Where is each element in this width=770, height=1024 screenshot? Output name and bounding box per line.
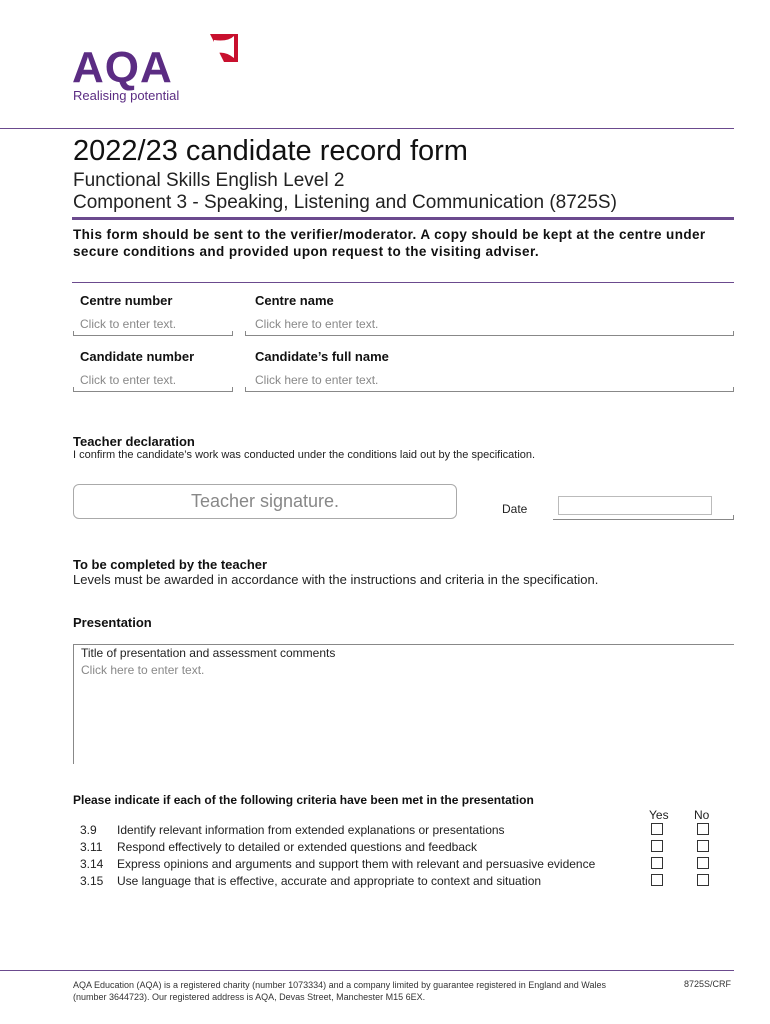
presentation-comment-box[interactable] xyxy=(73,644,734,764)
criteria-row xyxy=(80,874,541,888)
footer-divider xyxy=(0,970,734,971)
declaration-text: I confirm the candidate’s work was conducted under the conditions laid out by the specification. xyxy=(73,449,536,461)
criteria-heading: Please indicate if each of the following criteria have been met in the presentation xyxy=(73,793,534,807)
date-field[interactable] xyxy=(558,496,712,515)
teacher-signature-field[interactable]: Teacher signature. xyxy=(73,484,457,519)
centre-number-underline xyxy=(73,335,233,336)
criteria-row xyxy=(80,823,505,837)
criteria-text: Identify relevant information from extended explanations or presentations xyxy=(117,823,505,837)
field-tick xyxy=(733,515,734,520)
centre-number-field[interactable]: Click to enter text. xyxy=(80,317,177,331)
criteria-row xyxy=(80,857,595,871)
criteria-text: Use language that is effective, accurate and appropriate to context and situation xyxy=(117,874,542,888)
footer-form-code: 8725S/CRF xyxy=(684,979,732,989)
criteria-number: 3.11 xyxy=(80,840,103,854)
notice-divider xyxy=(72,282,734,283)
presentation-comment-field[interactable]: Click here to enter text. xyxy=(81,663,205,677)
field-tick xyxy=(245,387,246,392)
criteria-3-14-yes-checkbox[interactable] xyxy=(651,857,663,869)
field-tick xyxy=(245,331,246,336)
date-label: Date xyxy=(502,502,528,516)
aqa-logo-mark-icon xyxy=(198,32,242,74)
candidate-name-field[interactable]: Click here to enter text. xyxy=(255,373,379,387)
criteria-3-11-yes-checkbox[interactable] xyxy=(651,840,663,852)
field-tick xyxy=(232,387,233,392)
title-divider xyxy=(72,217,734,220)
declaration-heading: Teacher declaration xyxy=(73,434,195,449)
submission-notice: This form should be sent to the verifier/moderator. A copy should be kept at the centre under secure conditions and provided upon request to the visiting adviser. xyxy=(73,227,706,259)
candidate-number-label: Candidate number xyxy=(80,349,195,364)
teacher-section-text: Levels must be awarded in accordance with the instructions and criteria in the specification. xyxy=(73,572,599,587)
criteria-number: 3.14 xyxy=(80,857,104,871)
criteria-3-9-no-checkbox[interactable] xyxy=(697,823,709,835)
aqa-logo: AQA xyxy=(72,43,173,92)
criteria-3-14-no-checkbox[interactable] xyxy=(697,857,709,869)
candidate-number-field[interactable]: Click to enter text. xyxy=(80,373,177,387)
subtitle-component: Component 3 - Speaking, Listening and Communication (8725S) xyxy=(73,192,617,213)
yes-column-label: Yes xyxy=(649,808,669,822)
criteria-3-15-yes-checkbox[interactable] xyxy=(651,874,663,886)
criteria-number: 3.15 xyxy=(80,874,104,888)
centre-number-label: Centre number xyxy=(80,293,173,308)
criteria-3-9-yes-checkbox[interactable] xyxy=(651,823,663,835)
criteria-text: Express opinions and arguments and support them with relevant and persuasive evidence xyxy=(117,857,596,871)
field-tick xyxy=(733,387,734,392)
logo-tagline: Realising potential xyxy=(73,88,180,103)
footer-legal-text: AQA Education (AQA) is a registered charity (number 1073334) and a company limited by guarantee registered in England and Wales (number 3644723). Our registered address is AQA, Devas Street, Manchester M15 6EX. xyxy=(73,980,606,1002)
criteria-3-11-no-checkbox[interactable] xyxy=(697,840,709,852)
criteria-3-15-no-checkbox[interactable] xyxy=(697,874,709,886)
field-tick xyxy=(73,331,74,336)
centre-name-label: Centre name xyxy=(255,293,334,308)
criteria-row xyxy=(80,840,477,854)
subtitle-qualification: Functional Skills English Level 2 xyxy=(73,170,345,191)
presentation-heading: Presentation xyxy=(73,615,152,630)
centre-name-field[interactable]: Click here to enter text. xyxy=(255,317,379,331)
criteria-number: 3.9 xyxy=(80,823,97,837)
field-tick xyxy=(73,387,74,392)
no-column-label: No xyxy=(694,808,710,822)
candidate-name-underline xyxy=(245,391,734,392)
field-tick xyxy=(232,331,233,336)
page-title: 2022/23 candidate record form xyxy=(73,135,468,167)
centre-name-underline xyxy=(245,335,734,336)
candidate-name-label: Candidate’s full name xyxy=(255,349,389,364)
field-tick xyxy=(733,331,734,336)
date-underline xyxy=(553,519,734,520)
presentation-comment-label: Title of presentation and assessment comments xyxy=(81,646,336,660)
candidate-number-underline xyxy=(73,391,233,392)
teacher-section-heading: To be completed by the teacher xyxy=(73,557,268,572)
criteria-text: Respond effectively to detailed or extended questions and feedback xyxy=(117,840,478,854)
header-divider xyxy=(0,128,734,129)
